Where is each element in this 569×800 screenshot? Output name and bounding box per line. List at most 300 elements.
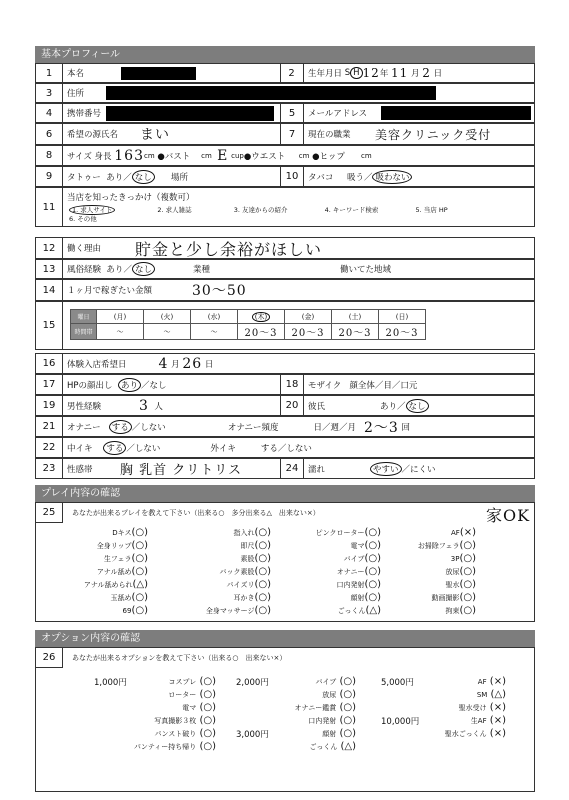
play-item-label: 即尺 xyxy=(240,542,255,550)
play-item-label: 拘束 xyxy=(445,607,460,615)
play-item-label: 動画撮影 xyxy=(431,594,460,602)
option-item-label: 電マ xyxy=(182,704,197,712)
option-item-mark: (×) xyxy=(486,702,506,713)
play-item-label: 聖水 xyxy=(445,581,460,589)
play-item xyxy=(219,566,271,577)
play-item-label: お掃除フェラ xyxy=(417,542,460,550)
option-item-mark: (○) xyxy=(336,728,356,739)
era-showa: S xyxy=(344,68,351,78)
option-price: 2,000円 xyxy=(236,678,269,688)
row-number: 24 xyxy=(280,459,304,478)
face-field: HPの顔出し あり ／ なし xyxy=(63,375,166,394)
label-tattoo: タトゥー xyxy=(67,172,101,183)
option-item-mark: (△) xyxy=(337,741,356,752)
row-orgasm xyxy=(35,437,535,458)
play-item xyxy=(350,592,381,603)
redacted-email xyxy=(381,106,531,120)
option-item-mark: (○) xyxy=(196,702,216,713)
play-item-mark: (△) xyxy=(365,605,381,616)
tattoo-field: タトゥー あり ／ なし 場所 xyxy=(63,167,188,186)
row-experience-partner xyxy=(35,395,535,416)
option-item-label: 聖水受け xyxy=(458,704,487,712)
time-wed: ～ xyxy=(191,324,238,340)
experience-field: 風俗経験 あり ／ なし 業種 働いてた地域 xyxy=(63,260,391,278)
play-item xyxy=(451,553,476,564)
unit-cm: cm xyxy=(298,151,310,160)
time-sat: 20～3 xyxy=(332,324,379,340)
play-item-mark: (○) xyxy=(364,527,381,538)
opt-nashi: なし xyxy=(149,380,167,391)
play-item-label: ごっくん xyxy=(337,607,366,615)
orgasm-field xyxy=(63,438,312,457)
label-reason: 働く理由 xyxy=(67,244,102,254)
play-item-mark: (○) xyxy=(131,527,148,538)
play-item-mark: (○) xyxy=(459,566,476,577)
row-masturbation xyxy=(35,416,535,437)
unit-people: 人 xyxy=(154,401,163,412)
day-fri: (金) xyxy=(285,310,332,324)
play-item xyxy=(451,527,476,538)
row-monthly-target xyxy=(35,279,535,301)
boyfriend-field: 彼氏 あり ／ なし xyxy=(304,396,429,415)
birth-day: 2 xyxy=(422,66,431,80)
day-sun: (日) xyxy=(379,310,426,324)
play-item xyxy=(233,527,271,538)
play-item-label: 顔射 xyxy=(350,594,365,602)
section-title: プレイ内容の確認 xyxy=(41,488,121,499)
play-item-mark: (○) xyxy=(459,592,476,603)
label-current-job: 現在の職業 xyxy=(308,130,351,140)
play-item-mark: (○) xyxy=(364,553,381,564)
option-item-label: パンティー持ち帰り xyxy=(133,743,197,751)
month-unit: 月 xyxy=(171,359,180,370)
play-item xyxy=(227,579,271,590)
option-item-label: AF xyxy=(477,678,487,686)
option-item xyxy=(309,741,356,752)
opt-keyword: 4. キーワード検索 xyxy=(324,206,379,214)
label-smoke: タバコ xyxy=(308,172,334,183)
how-found-options xyxy=(69,205,529,223)
row-number: 8 xyxy=(36,146,63,165)
row-stage-name-job xyxy=(35,123,535,145)
birth-month: 11 xyxy=(391,66,409,80)
opt-job-site-circled: 1. 求人サイト xyxy=(69,205,115,215)
row-name-birthday xyxy=(35,63,535,83)
label-masturbation: オナニー xyxy=(67,422,101,433)
play-item xyxy=(338,605,381,616)
play-item-label: 電マ xyxy=(350,542,365,550)
play-item-label: Dキス xyxy=(112,529,132,537)
masturbation-field xyxy=(63,417,410,436)
play-item-label: バイブ xyxy=(343,555,365,563)
play-item-mark: (○) xyxy=(364,566,381,577)
profile-sheet xyxy=(35,40,535,795)
month-unit: 月 xyxy=(411,69,420,79)
day-unit: 日 xyxy=(204,359,214,370)
option-item-label: 聖水ごっくん xyxy=(444,730,487,738)
play-item xyxy=(112,527,148,538)
play-item xyxy=(445,566,476,577)
label-external: 外イキ xyxy=(210,443,236,454)
option-item-label: オナニー鑑賞 xyxy=(294,704,337,712)
option-item xyxy=(182,702,216,713)
row-number: 5 xyxy=(280,104,304,122)
row-number: 15 xyxy=(36,302,63,349)
option-item xyxy=(478,676,506,687)
option-item-label: 顔射 xyxy=(322,730,337,738)
opt-job-magazine: 2. 求人雑誌 xyxy=(157,206,192,214)
play-item-label: 全身リップ xyxy=(96,542,132,550)
option-item xyxy=(459,702,506,713)
trial-day: 26 xyxy=(182,355,203,372)
row-number: 6 xyxy=(36,124,63,144)
row-face-mosaic xyxy=(35,374,535,395)
opt-friend: 3. 友達からの紹介 xyxy=(233,206,288,214)
play-prompt: あなたが出来るプレイを教えて下さい（出来る○ 多分出来る△ 出来ない×） xyxy=(72,509,320,517)
mosaic-field xyxy=(304,375,417,394)
option-item xyxy=(322,689,356,700)
row-number: 11 xyxy=(36,188,63,226)
label-how-found: 当店を知ったきっかけ（複数可） xyxy=(67,193,195,203)
option-item-mark: (○) xyxy=(336,702,356,713)
row-number: 10 xyxy=(280,167,304,186)
frequency-unit: 日／週／月 xyxy=(313,422,356,433)
section-title: オプション内容の確認 xyxy=(41,633,141,644)
opt-other: 6. その他 xyxy=(69,215,97,223)
option-item-label: ローター xyxy=(168,691,197,699)
time-tue: ～ xyxy=(144,324,191,340)
male-experience-value: 3 xyxy=(139,397,149,414)
play-item-label: 耳かき xyxy=(233,594,255,602)
option-item-label: SM xyxy=(476,691,488,699)
opt-yasui-circled: やすい xyxy=(370,462,402,476)
option-item-label: ごっくん xyxy=(309,743,338,751)
option-item xyxy=(477,689,506,700)
play-item xyxy=(240,553,271,564)
label-area: 働いてた地域 xyxy=(339,265,391,275)
play-item-label: AF xyxy=(450,529,460,537)
play-item-mark: (○) xyxy=(459,540,476,551)
option-item-label: 生AF xyxy=(470,717,487,725)
time-fri: 20～3 xyxy=(285,324,332,340)
play-item-label: 放尿 xyxy=(445,568,460,576)
row-number: 3 xyxy=(36,84,63,102)
time-sun: 20～3 xyxy=(379,324,426,340)
option-item-mark: (△) xyxy=(487,689,506,700)
play-item-mark: (○) xyxy=(364,540,381,551)
play-item-mark: (○) xyxy=(459,579,476,590)
opt-suru-circled: する xyxy=(103,441,126,455)
play-item-label: ピンクローター xyxy=(315,529,365,537)
row-number: 1 xyxy=(36,64,63,82)
day-wed: (水) xyxy=(191,310,238,324)
row-tattoo-smoke xyxy=(35,166,535,187)
height-value: 163 xyxy=(114,147,144,164)
row-number: 16 xyxy=(36,354,63,373)
label-internal: 中イキ xyxy=(67,443,93,454)
row-phone-email xyxy=(35,103,535,123)
play-grid xyxy=(36,527,536,622)
opt-ari-circled: あり xyxy=(118,378,141,392)
time-label: 時間帯 xyxy=(71,324,97,340)
opt-suru-circled: する xyxy=(109,420,132,434)
opt-hp: 5. 当店 HP xyxy=(415,206,448,214)
label-waist: ●ウエスト xyxy=(243,151,286,162)
option-item-mark: (×) xyxy=(486,728,506,739)
row-number: 18 xyxy=(280,375,304,394)
current-job-value: 美容クリニック受付 xyxy=(375,127,492,142)
option-item xyxy=(169,676,216,687)
play-item-label: 指入れ xyxy=(233,529,255,537)
play-item-label: 素股 xyxy=(240,555,255,563)
option-item xyxy=(154,728,216,739)
option-item-label: パンスト破り xyxy=(154,730,197,738)
play-item xyxy=(97,566,148,577)
play-item-label: アナル舐め xyxy=(96,568,132,576)
day-unit: 日 xyxy=(433,69,443,79)
play-item xyxy=(123,605,148,616)
label-male-experience: 男性経験 xyxy=(67,401,102,412)
birth-year: 12 xyxy=(362,66,380,80)
section-header-basic xyxy=(35,46,535,63)
play-item xyxy=(337,566,381,577)
play-item-mark: (○) xyxy=(131,592,148,603)
row-number: 23 xyxy=(36,459,63,478)
label-size: サイズ xyxy=(67,151,92,162)
day-thu xyxy=(238,310,285,324)
option-item xyxy=(471,715,506,726)
play-item xyxy=(344,553,381,564)
redacted-phone xyxy=(106,106,274,121)
row-experience xyxy=(35,259,535,279)
option-item xyxy=(308,715,356,726)
unit-cm: cm xyxy=(361,151,372,160)
unit-cm: cm xyxy=(143,151,155,160)
unit-cm: cm xyxy=(201,151,212,160)
option-price: 5,000円 xyxy=(381,678,414,688)
cup-value: E xyxy=(217,147,229,164)
option-item-mark: (×) xyxy=(486,676,506,687)
schedule-table xyxy=(70,309,426,340)
play-item xyxy=(110,592,148,603)
trial-month: 4 xyxy=(158,355,169,372)
play-item-label: オナニー xyxy=(336,568,365,576)
label-place: 場所 xyxy=(170,172,188,183)
label-hip: ●ヒップ xyxy=(312,151,345,162)
row-option-list xyxy=(35,647,535,792)
opt-ari: あり xyxy=(106,172,124,183)
day-mon: (月) xyxy=(97,310,144,324)
label-height: 身長 xyxy=(94,151,112,162)
row-number: 2 xyxy=(280,64,304,82)
smoke-field: タバコ 吸う ／ 吸わない xyxy=(304,167,412,186)
label-face: HPの顔出し xyxy=(67,380,113,391)
unit-times: 回 xyxy=(401,422,411,433)
play-item-mark: (○) xyxy=(131,605,148,616)
row-play-list xyxy=(35,502,535,622)
play-item-mark: (○) xyxy=(131,566,148,577)
reason-value: 貯金と少し余裕がほしい xyxy=(135,239,323,259)
row-number: 14 xyxy=(36,280,63,300)
day-sat: (土) xyxy=(332,310,379,324)
row-number: 9 xyxy=(36,167,63,186)
opt-nashi-circled: なし xyxy=(132,262,155,276)
play-item-mark: (△) xyxy=(132,579,148,590)
label-bust: ●バスト xyxy=(157,151,191,162)
row-number: 21 xyxy=(36,417,63,436)
row-number: 13 xyxy=(36,260,63,278)
play-item-mark: (○) xyxy=(254,553,271,564)
play-item xyxy=(84,579,148,590)
label-mosaic: モザイク xyxy=(308,380,342,391)
row-number: 17 xyxy=(36,375,63,394)
option-item-mark: (○) xyxy=(336,689,356,700)
option-item xyxy=(168,689,216,700)
male-exp-field xyxy=(63,396,163,415)
row-size xyxy=(35,145,535,166)
play-item-mark: (○) xyxy=(131,553,148,564)
option-item xyxy=(322,728,356,739)
unit-cup: cup xyxy=(231,151,244,160)
play-item-mark: (○) xyxy=(131,540,148,551)
play-item xyxy=(445,605,476,616)
trial-date-field xyxy=(63,354,213,373)
play-item-label: バック素股 xyxy=(219,568,255,576)
option-item-mark: (×) xyxy=(486,715,506,726)
label-phone: 携帯番号 xyxy=(67,109,102,119)
redacted-name xyxy=(121,67,196,80)
stage-name-value: まい xyxy=(140,127,170,143)
day-thu-circled: (木) xyxy=(252,312,270,322)
label-boyfriend: 彼氏 xyxy=(308,401,326,412)
option-item xyxy=(295,702,356,713)
row-trial-date xyxy=(35,353,535,374)
play-item xyxy=(233,592,271,603)
play-item xyxy=(445,579,476,590)
play-item-mark: (○) xyxy=(254,527,271,538)
monthly-target-value: 30～50 xyxy=(192,283,247,299)
row-erogenous xyxy=(35,458,535,479)
option-item xyxy=(445,728,506,739)
play-item xyxy=(431,592,476,603)
label-address: 住所 xyxy=(67,89,85,99)
play-item-label: 3P xyxy=(450,555,460,563)
label-email: メールアドレス xyxy=(308,109,368,119)
wet-field xyxy=(304,459,436,478)
row-schedule xyxy=(35,301,535,350)
play-item-label: 全身マッサージ xyxy=(205,607,255,615)
opt-nashi-circled: なし xyxy=(406,399,429,413)
option-item-mark: (○) xyxy=(196,741,216,752)
option-item-label: バイブ xyxy=(315,678,337,686)
row-number: 22 xyxy=(36,438,63,457)
play-item-mark: (○) xyxy=(254,540,271,551)
label-frequency: オナニー頻度 xyxy=(227,422,279,433)
erogenous-value: 胸 乳首 クリトリス xyxy=(120,463,243,478)
play-handwritten-note: 家OK xyxy=(486,506,531,525)
opt-suwanai-circled: 吸わない xyxy=(372,170,412,184)
play-item xyxy=(97,540,148,551)
opt-shinai: ／しない xyxy=(131,422,166,433)
frequency-value: 2～3 xyxy=(364,419,399,436)
play-item-mark: (○) xyxy=(459,605,476,616)
day-tue: (火) xyxy=(144,310,191,324)
play-item-mark: (○) xyxy=(254,579,271,590)
row-number: 19 xyxy=(36,396,63,415)
external-options: する／しない xyxy=(260,443,312,454)
play-item xyxy=(350,540,381,551)
option-item xyxy=(154,715,216,726)
label-industry: 業種 xyxy=(192,265,210,275)
row-number: 12 xyxy=(36,238,63,258)
time-mon: ～ xyxy=(97,324,144,340)
play-item-label: 口内発射 xyxy=(336,581,365,589)
play-item-mark: (○) xyxy=(364,592,381,603)
opt-ari: あり xyxy=(380,401,398,412)
label-trial-date: 体験入店希望日 xyxy=(67,359,127,370)
opt-suu: 吸う xyxy=(346,172,364,183)
play-item-label: 玉舐め xyxy=(110,594,132,602)
option-item-label: 写真撮影３枚 xyxy=(154,717,197,725)
play-item-mark: (○) xyxy=(254,605,271,616)
option-price: 10,000円 xyxy=(381,717,420,727)
play-item xyxy=(316,527,381,538)
play-item-mark: (○) xyxy=(459,553,476,564)
option-item-label: コスプレ xyxy=(168,678,197,686)
label-real-name: 本名 xyxy=(67,69,85,79)
option-item-mark: (○) xyxy=(196,689,216,700)
play-item xyxy=(206,605,271,616)
row-how-found xyxy=(35,187,535,227)
mosaic-options: 顔全体／目／口元 xyxy=(349,380,418,391)
option-price: 1,000円 xyxy=(94,678,127,688)
play-item xyxy=(104,553,148,564)
section-header-play xyxy=(35,485,535,502)
option-item xyxy=(134,741,216,752)
row-number: 25 xyxy=(36,503,63,523)
redacted-address xyxy=(106,86,436,100)
row-number: 4 xyxy=(36,104,63,122)
play-item xyxy=(418,540,476,551)
row-number: 20 xyxy=(280,396,304,415)
label-wet: 濡れ xyxy=(308,464,326,475)
option-item-mark: (○) xyxy=(196,728,216,739)
label-stage-name: 希望の源氏名 xyxy=(67,130,119,140)
play-item-label: 69 xyxy=(122,607,132,615)
option-item-mark: (○) xyxy=(196,715,216,726)
option-item-mark: (○) xyxy=(196,676,216,687)
birthday-field xyxy=(304,64,442,82)
opt-shinai: ／しない xyxy=(126,443,161,454)
era-heisei-circled: H xyxy=(350,67,362,79)
row-number: 7 xyxy=(280,124,304,144)
label-monthly-target: １ヶ月で稼ぎたい金額 xyxy=(67,286,153,296)
option-item-mark: (○) xyxy=(336,715,356,726)
option-prompt: あなたが出来るオプションを教えて下さい（出来る○ 出来ない×） xyxy=(72,654,287,662)
size-field xyxy=(63,146,372,165)
label-erogenous: 性感帯 xyxy=(67,464,93,475)
row-address xyxy=(35,83,535,103)
option-grid xyxy=(36,676,536,791)
days-label: 曜日 xyxy=(71,310,97,324)
play-item-mark: (○) xyxy=(254,566,271,577)
section-header-option xyxy=(35,630,535,647)
play-item-mark: (○) xyxy=(364,579,381,590)
play-item xyxy=(336,579,381,590)
play-item-label: アナル舐められ xyxy=(83,581,133,589)
year-unit: 年 xyxy=(379,69,389,79)
label-experience: 風俗経験 xyxy=(67,265,102,275)
